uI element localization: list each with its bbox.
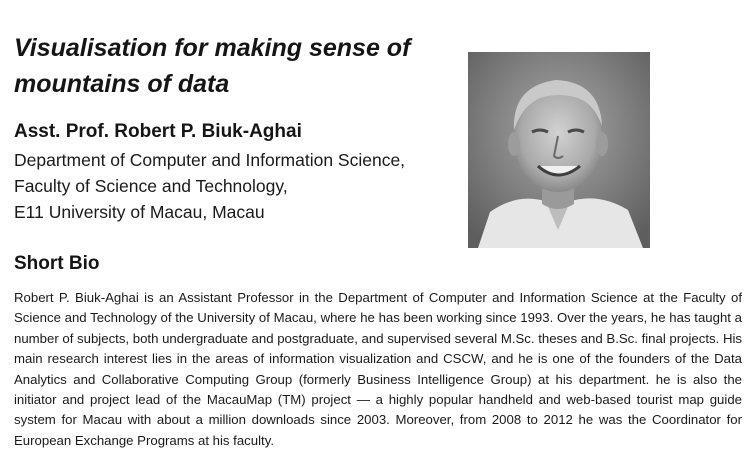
affiliation-line-department: Department of Computer and Information Science,: [14, 150, 406, 170]
author-portrait-photo: [468, 52, 650, 248]
section-heading-short-bio: Short Bio: [14, 253, 100, 274]
affiliation-line-university: E11 University of Macau, Macau: [14, 202, 265, 222]
affiliation-line-faculty: Faculty of Science and Technology,: [14, 176, 288, 196]
author-affiliation: [14, 147, 454, 225]
portrait-illustration: [468, 52, 650, 248]
bio-paragraph: Robert P. Biuk-Aghai is an Assistant Professor in the Department of Computer and Information Science at the Faculty of Science and Technology of the University of Macau, where he has been working since 1993. Over the years, he has taught a number of subjects, both undergraduate and postgraduate, and supervised several M.Sc. theses and B.Sc. final projects. His main research interest lies in the areas of information visualization and CSCW, and he is one of the founders of the Data Analytics and Collaborative Computing Group (formerly Business Intelligence Group) at his department. he is also the initiator and project lead of the MacauMap (TM) project — a highly popular handheld and web-based tourist map guide system for Macau with about a million downloads since 2003. Moreover, from 2008 to 2012 he was the Coordinator for European Exchange Programs at his faculty.: [14, 290, 742, 448]
document-title: Visualisation for making sense of mountains of data: [14, 34, 411, 98]
author-name: Asst. Prof. Robert P. Biuk-Aghai: [14, 121, 302, 142]
